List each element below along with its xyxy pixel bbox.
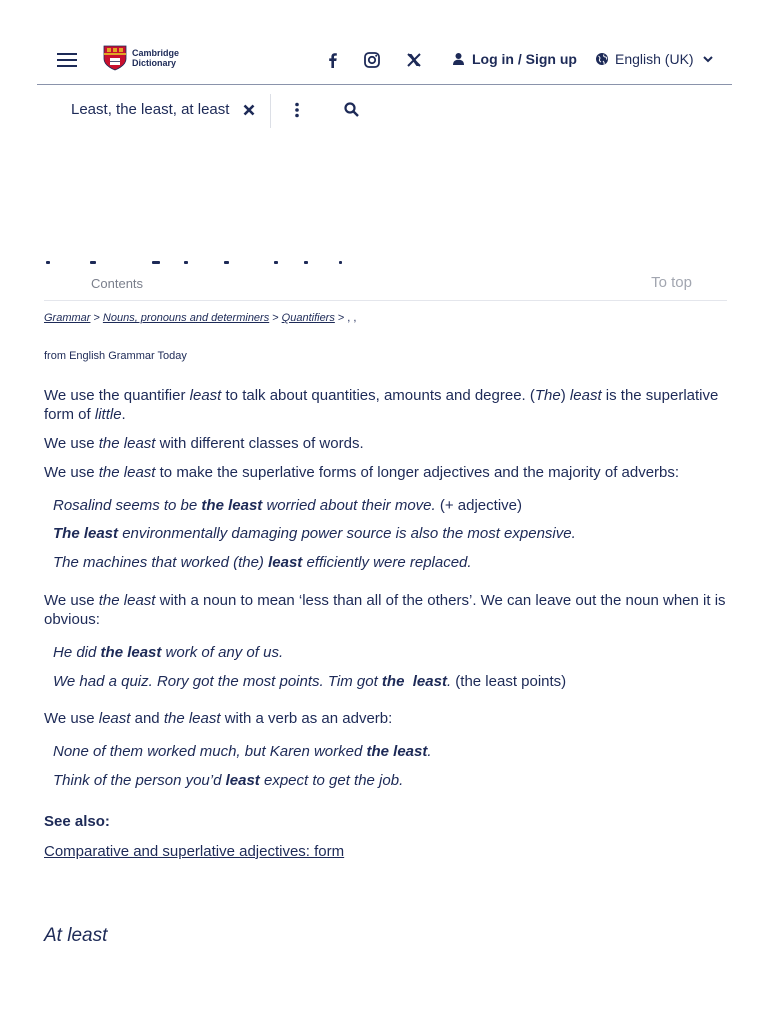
search-icon[interactable] — [344, 102, 359, 117]
source-line — [44, 350, 187, 362]
instagram-icon[interactable] — [363, 51, 381, 69]
facebook-icon[interactable] — [324, 51, 342, 69]
cambridge-shield-icon — [103, 45, 127, 71]
example-2: The least environmentally damaging power source is also the most expensive. — [53, 525, 576, 542]
contents-bar — [44, 268, 727, 301]
logo-line-1: Cambridge — [132, 48, 180, 58]
example-7: Think of the person you’d least expect to get the job. — [53, 772, 404, 789]
login-button[interactable] — [452, 50, 577, 68]
to-top-link[interactable]: To top — [651, 274, 692, 291]
site-header — [37, 34, 732, 85]
search-input[interactable]: Least, the least, at least — [71, 101, 230, 118]
section-heading-at-least: At least — [44, 925, 108, 946]
breadcrumb-quantifiers[interactable]: Quantifiers — [281, 312, 335, 324]
paragraph-5: We use least and the least with a verb as an adverb: — [44, 710, 393, 727]
paragraph-1: We use the quantifier least to talk about quantities, amounts and degree. (The) least is the superlative form of little. — [44, 387, 719, 423]
paragraph-4: We use the least with a noun to mean ‘less than all of the others’. We can leave out the noun when it is obvious: — [44, 592, 726, 628]
example-6: None of them worked much, but Karen worked the least. — [53, 743, 432, 760]
breadcrumb-grammar[interactable]: Grammar — [44, 312, 91, 324]
more-vertical-icon[interactable] — [294, 102, 300, 118]
paragraph-3: We use the least to make the superlative forms of longer adjectives and the majority of adverbs: — [44, 464, 680, 481]
logo-line-2: Dictionary — [132, 58, 177, 68]
language-label: English (UK) — [615, 51, 694, 67]
breadcrumb-tail: , , — [347, 312, 357, 324]
example-5: We had a quiz. Rory got the most points. Tim got the least. (the least points) — [53, 673, 567, 690]
source-link[interactable]: English Grammar Today — [69, 350, 187, 362]
search-divider — [270, 94, 271, 128]
login-label: Log in / Sign up — [472, 51, 577, 67]
breadcrumb-nouns[interactable]: Nouns, pronouns and determiners — [102, 312, 270, 324]
search-bar — [37, 92, 732, 128]
breadcrumb: Grammar > Nouns, pronouns and determiners > Quantifiers > , , — [44, 312, 357, 324]
x-icon[interactable] — [405, 51, 423, 69]
see-also-link[interactable]: Comparative and superlative adjectives: form — [44, 843, 345, 860]
example-3: The machines that worked (the) least efficiently were replaced. — [53, 554, 472, 571]
globe-icon — [595, 52, 609, 66]
close-icon[interactable] — [243, 104, 255, 116]
source-prefix: from — [44, 350, 66, 362]
see-also-heading: See also: — [44, 813, 110, 830]
menu-icon[interactable] — [57, 53, 77, 67]
paragraph-2: We use the least with different classes of words. — [44, 435, 364, 452]
example-4: He did the least work of any of us. — [53, 644, 284, 661]
cambridge-logo[interactable] — [103, 45, 179, 71]
chevron-down-icon — [703, 56, 713, 63]
clipped-heading — [44, 254, 364, 264]
contents-link[interactable]: Contents — [91, 276, 144, 291]
user-icon — [452, 52, 465, 66]
language-selector[interactable] — [595, 50, 713, 68]
example-1: Rosalind seems to be the least worried about their move. (+ adjective) — [53, 497, 522, 514]
